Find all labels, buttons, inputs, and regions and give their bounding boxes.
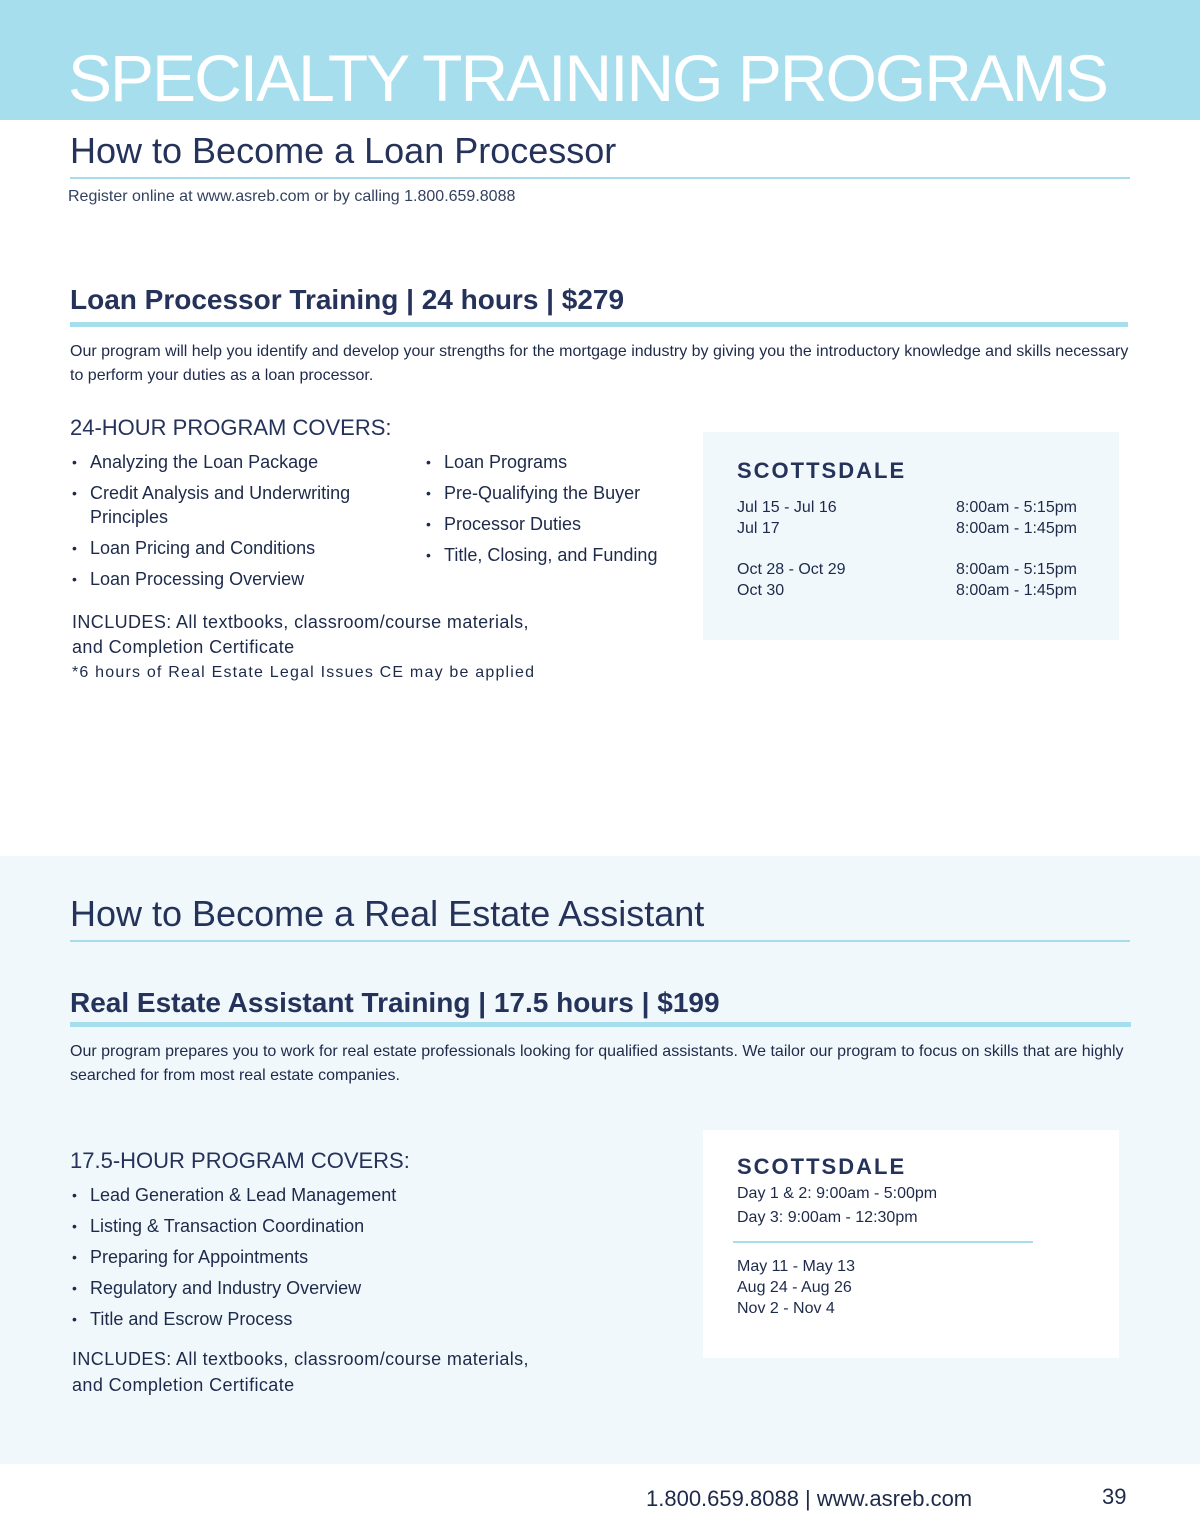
schedule-row <box>737 559 1097 580</box>
register-note: Register online at www.asreb.com or by calling 1.800.659.8088 <box>68 188 516 205</box>
list-item: • Loan Programs <box>424 450 694 474</box>
loan-schedule-box <box>703 432 1119 640</box>
includes-line: INCLUDES: All textbooks, classroom/course materials, <box>72 1349 529 1369</box>
schedule-row <box>737 580 1097 601</box>
schedule-dates: Nov 2 - Nov 4 <box>737 1300 835 1317</box>
schedule-time: 8:00am - 1:45pm <box>956 520 1077 537</box>
loan-section-divider <box>70 177 1130 179</box>
loan-course-divider <box>70 322 1128 327</box>
loan-covers-heading: 24-HOUR PROGRAM COVERS: <box>70 415 392 440</box>
loan-section-title: How to Become a Loan Processor <box>70 130 617 171</box>
schedule-city: SCOTTSDALE <box>737 458 907 483</box>
assistant-section-divider <box>70 940 1130 942</box>
list-item: • Lead Generation & Lead Management <box>70 1183 490 1207</box>
loan-course-title: Loan Processor Training | 24 hours | $279 <box>70 284 625 315</box>
includes-line: and Completion Certificate <box>72 637 295 657</box>
list-item: • Listing & Transaction Coordination <box>70 1214 490 1238</box>
schedule-divider <box>733 1241 1033 1243</box>
page-number: 39 <box>1102 1484 1127 1509</box>
list-item: • Regulatory and Industry Overview <box>70 1276 490 1300</box>
schedule-time: 8:00am - 5:15pm <box>956 561 1077 578</box>
assistant-schedule-box <box>703 1130 1119 1358</box>
schedule-dates: Oct 30 <box>737 582 785 599</box>
list-item: • Credit Analysis and Underwriting Principles <box>70 481 415 529</box>
header-banner <box>0 0 1200 120</box>
loan-topics-col2 <box>424 450 694 574</box>
assistant-covers-heading: 17.5-HOUR PROGRAM COVERS: <box>70 1148 410 1173</box>
loan-description: Our program will help you identify and develop your strengths for the mortgage industry by giving you the introductory knowledge and skills necessary to perform your duties as a loan processor. <box>70 343 1129 384</box>
loan-footnote: *6 hours of Real Estate Legal Issues CE may be applied <box>72 664 536 681</box>
assistant-section-title: How to Become a Real Estate Assistant <box>70 893 705 934</box>
list-item: • Preparing for Appointments <box>70 1245 490 1269</box>
schedule-dates: Oct 28 - Oct 29 <box>737 561 846 578</box>
schedule-dates: Aug 24 - Aug 26 <box>737 1279 852 1296</box>
list-item: • Processor Duties <box>424 512 694 536</box>
schedule-time: 8:00am - 5:15pm <box>956 499 1077 516</box>
schedule-time-line: Day 3: 9:00am - 12:30pm <box>737 1209 918 1226</box>
list-item: • Title and Escrow Process <box>70 1307 490 1331</box>
schedule-dates: Jul 17 <box>737 520 780 537</box>
list-item: • Loan Pricing and Conditions <box>70 536 415 560</box>
assistant-includes <box>72 1346 529 1398</box>
schedule-row <box>737 518 1097 539</box>
schedule-dates: May 11 - May 13 <box>737 1258 855 1275</box>
assistant-course-divider <box>70 1022 1131 1027</box>
includes-line: and Completion Certificate <box>72 1375 295 1395</box>
schedule-dates: Jul 15 - Jul 16 <box>737 499 837 516</box>
list-item: • Pre-Qualifying the Buyer <box>424 481 694 505</box>
banner-title: SPECIALTY TRAINING PROGRAMS <box>68 41 1107 115</box>
assistant-topics <box>70 1183 490 1338</box>
list-item: • Loan Processing Overview <box>70 567 415 591</box>
schedule-row <box>737 497 1097 518</box>
schedule-time: 8:00am - 1:45pm <box>956 582 1077 599</box>
assistant-course-title: Real Estate Assistant Training | 17.5 hours | $199 <box>70 987 720 1018</box>
list-item: • Analyzing the Loan Package <box>70 450 415 474</box>
footer-contact: 1.800.659.8088 | www.asreb.com <box>646 1486 973 1511</box>
list-item: • Title, Closing, and Funding <box>424 543 694 567</box>
schedule-city: SCOTTSDALE <box>737 1154 907 1179</box>
loan-topics-col1 <box>70 450 415 598</box>
assistant-description: Our program prepares you to work for real estate professionals looking for qualified assistants. We tailor our program to focus on skills that are highly searched for from most real estate companies. <box>70 1043 1124 1084</box>
includes-line: INCLUDES: All textbooks, classroom/course materials, <box>72 612 529 632</box>
schedule-time-line: Day 1 & 2: 9:00am - 5:00pm <box>737 1185 938 1202</box>
loan-includes <box>72 610 529 660</box>
